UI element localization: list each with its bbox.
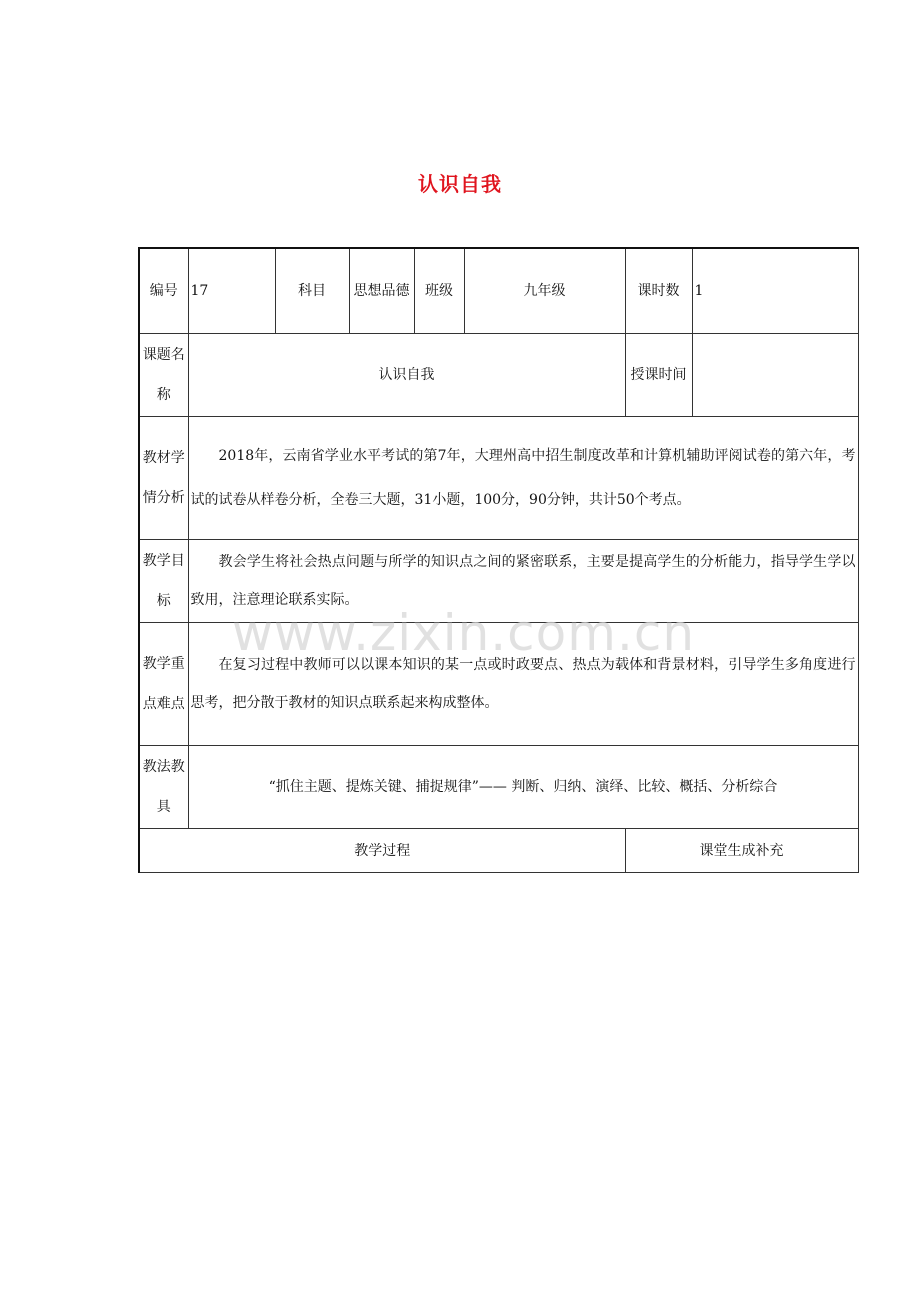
time-label: 授课时间 xyxy=(625,334,692,417)
methods-row xyxy=(139,746,858,829)
class-label: 班级 xyxy=(414,248,464,334)
objective-text: 教会学生将社会热点问题与所学的知识点之间的紧密联系，主要是提高学生的分析能力，指导学生学以致用，注意理论联系实际。 xyxy=(188,540,858,623)
key-points-label: 教学重点难点 xyxy=(139,623,188,746)
methods-label: 教法教具 xyxy=(139,746,188,829)
subject-label: 科目 xyxy=(275,248,349,334)
process-label: 教学过程 xyxy=(139,829,625,873)
objective-label: 教学目标 xyxy=(139,540,188,623)
number-value: 17 xyxy=(188,248,275,334)
hours-value: 1 xyxy=(692,248,858,334)
topic-label: 课题名称 xyxy=(139,334,188,417)
analysis-text: 2018年，云南省学业水平考试的第7年，大理州高中招生制度改革和计算机辅助评阅试卷的第六年，考试的试卷从样卷分析，全卷三大题，31小题，100分，90分钟，共计50个考点。 xyxy=(188,417,858,540)
lesson-plan-table xyxy=(138,247,859,873)
process-row xyxy=(139,829,858,873)
analysis-label: 教材学情分析 xyxy=(139,417,188,540)
hours-label: 课时数 xyxy=(625,248,692,334)
page-title: 认识自我 xyxy=(418,172,502,196)
subject-value: 思想品德 xyxy=(349,248,414,334)
supplement-label: 课堂生成补充 xyxy=(625,829,858,873)
topic-row xyxy=(139,334,858,417)
methods-text: “抓住主题、提炼关键、捕捉规律”—— 判断、归纳、演绎、比较、概括、分析综合 xyxy=(188,746,858,829)
time-value xyxy=(692,334,858,417)
key-points-text: 在复习过程中教师可以以课本知识的某一点或时政要点、热点为载体和背景材料，引导学生多角度进行思考，把分散于教材的知识点联系起来构成整体。 xyxy=(188,623,858,746)
class-value: 九年级 xyxy=(464,248,625,334)
watermark: www.zixin.com.cn xyxy=(232,604,696,662)
header-row xyxy=(139,248,858,334)
analysis-row xyxy=(139,417,858,540)
topic-value: 认识自我 xyxy=(188,334,625,417)
number-label: 编号 xyxy=(139,248,188,334)
